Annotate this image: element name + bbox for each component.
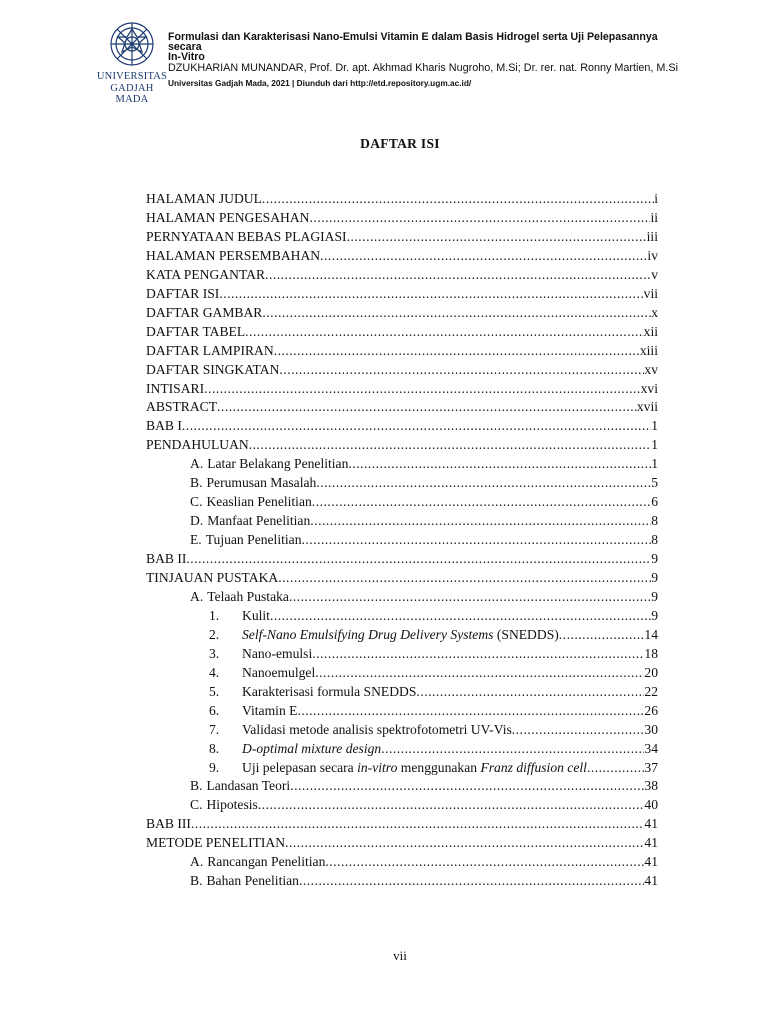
toc-entry-label (146, 814, 191, 833)
toc-entry-label (206, 795, 257, 814)
toc-entry-label-text: ABSTRACT (146, 399, 218, 415)
toc-entry-label-text: DAFTAR LAMPIRAN (146, 342, 274, 358)
toc-entry-page: xiii (639, 342, 658, 358)
toc-entry-label (146, 208, 310, 227)
toc-dot-leader (381, 739, 644, 758)
toc-entry-label-text: Kulit (242, 607, 270, 623)
toc-entry-page: 40 (644, 797, 658, 813)
toc-entry[interactable] (146, 189, 658, 208)
toc-entry-label-text: Tujuan Penelitian (205, 532, 302, 548)
toc-entry[interactable] (146, 246, 658, 265)
toc-entry-number: A. (190, 456, 204, 472)
toc-entry[interactable] (209, 758, 658, 777)
toc-entry-page: v (651, 266, 658, 282)
toc-entry-label-suffix: (SNEDDS) (493, 626, 559, 642)
toc-entry-page: x (651, 304, 658, 320)
toc-entry-label (242, 682, 416, 701)
source-authors: DZUKHARIAN MUNANDAR, Prof. Dr. apt. Akhmad Kharis Nugroho, M.Si; Dr. rer. nat. Ronny Martien, M.Si (168, 62, 679, 74)
toc-entry-label-text: Nanoemulgel (242, 664, 316, 680)
toc-entry-number: B. (190, 873, 203, 889)
toc-entry[interactable] (146, 303, 658, 322)
toc-entry-number: B. (190, 778, 203, 794)
toc-entry-label-text: Validasi metode analisis spektrofotometri UV-Vis (242, 721, 512, 737)
toc-entry-label (242, 758, 587, 777)
toc-entry-page: ii (650, 209, 658, 225)
toc-entry[interactable] (146, 814, 658, 833)
toc-dot-leader (312, 644, 644, 663)
logo-text-universitas: UNIVERSITAS (96, 71, 168, 82)
toc-entry[interactable] (209, 720, 658, 739)
toc-entry-page: 14 (644, 626, 658, 642)
toc-dot-leader (191, 814, 644, 833)
toc-entry-number: 5. (209, 683, 220, 699)
toc-entry-page: 38 (644, 778, 658, 794)
toc-entry[interactable] (190, 454, 658, 473)
toc-entry-label (146, 568, 278, 587)
toc-entry-label (146, 435, 249, 454)
toc-entry-number: B. (190, 475, 203, 491)
toc-entry-label (242, 739, 381, 758)
toc-entry[interactable] (190, 587, 658, 606)
toc-entry-page: 5 (651, 475, 658, 491)
toc-entry-number: 7. (209, 721, 220, 737)
toc-dot-leader (310, 208, 651, 227)
toc-entry[interactable] (146, 284, 658, 303)
toc-entry-label (146, 189, 262, 208)
toc-entry-label-text: Rancangan Penelitian (207, 854, 326, 870)
toc-entry-label (242, 701, 297, 720)
toc-entry-label-text: HALAMAN PENGESAHAN (146, 209, 310, 225)
source-title-line1: Formulasi dan Karakterisasi Nano-Emulsi Vitamin E dalam Basis Hidrogel serta Uji Pelepasannya (168, 31, 658, 43)
toc-entry-label-text: Latar Belakang Penelitian (207, 456, 349, 472)
toc-dot-leader (249, 435, 651, 454)
toc-entry-label (206, 530, 302, 549)
toc-dot-leader (348, 454, 651, 473)
page-title: DAFTAR ISI (360, 136, 440, 151)
toc-entry[interactable] (190, 852, 658, 871)
toc-entry-number: 1. (209, 607, 220, 623)
toc-entry-page: 9 (651, 607, 658, 623)
toc-entry[interactable] (146, 416, 658, 435)
toc-entry-label-text: TINJAUAN PUSTAKA (146, 570, 279, 585)
toc-entry[interactable] (146, 435, 658, 454)
toc-entry[interactable] (146, 360, 658, 379)
toc-entry-label-text: Karakterisasi formula SNEDDS (242, 683, 417, 699)
toc-entry-label-text: DAFTAR SINGKATAN (146, 361, 280, 377)
toc-entry-page: 9 (651, 570, 658, 585)
toc-entry-page: 1 (651, 456, 658, 472)
toc-entry-number: 8. (209, 740, 220, 756)
toc-entry-page: xvii (636, 399, 658, 415)
toc-dot-leader (262, 303, 651, 322)
toc-dot-leader (416, 682, 644, 701)
toc-dot-leader (559, 625, 645, 644)
toc-entry-number: 3. (209, 645, 220, 661)
toc-entry[interactable] (146, 227, 658, 246)
toc-entry[interactable] (209, 682, 658, 701)
toc-entry-number: D. (190, 513, 204, 529)
toc-entry-page: 18 (644, 645, 658, 661)
toc-entry-label-text: Landasan Teori (206, 778, 291, 794)
toc-entry[interactable] (209, 606, 658, 625)
toc-dot-leader (315, 663, 644, 682)
page-header (0, 0, 768, 105)
toc-dot-leader (265, 265, 651, 284)
toc-entry-number: A. (190, 588, 204, 604)
toc-entry-label-text: Hipotesis (206, 797, 258, 813)
toc-entry-label-text: Uji pelepasan secara (242, 759, 358, 775)
toc-entry-page: 41 (644, 873, 658, 889)
toc-entry-number: 2. (209, 626, 220, 642)
toc-entry[interactable] (209, 739, 658, 758)
toc-entry-label (207, 852, 325, 871)
toc-dot-leader (316, 473, 651, 492)
toc-entry[interactable] (190, 776, 658, 795)
toc-entry-page: 41 (644, 835, 658, 851)
toc-dot-leader (290, 776, 644, 795)
toc-entry-label (146, 341, 274, 360)
toc-entry-page: 41 (644, 816, 658, 832)
toc-entry-page: 41 (644, 854, 658, 870)
toc-entry-label-text: HALAMAN PERSEMBAHAN (146, 247, 321, 263)
toc-entry-label (146, 416, 182, 435)
toc-entry-label-italic: in-vitro (357, 759, 398, 775)
toc-dot-leader (274, 341, 640, 360)
toc-entry-label (146, 360, 279, 379)
toc-dot-leader (285, 833, 644, 852)
toc-entry-number: E. (190, 532, 202, 548)
page-number: vii (393, 948, 407, 963)
toc-entry[interactable] (146, 208, 658, 227)
ugm-seal-icon (104, 20, 160, 70)
toc-entry-page: 9 (651, 588, 658, 604)
source-title-line2: secara (168, 41, 202, 53)
toc-entry[interactable] (146, 568, 658, 587)
toc-entry-label (207, 587, 289, 606)
toc-entry-label-italic: D-optimal mixture design (242, 740, 382, 756)
toc-entry-label (146, 284, 219, 303)
toc-entry-page: 1 (651, 437, 658, 453)
toc-entry-label-text: BAB I (146, 418, 182, 434)
toc-entry[interactable] (146, 397, 658, 416)
toc-dot-leader (245, 322, 643, 341)
toc-entry[interactable] (146, 379, 658, 398)
toc-entry-label-text: BAB III (146, 816, 191, 832)
toc-entry-label (146, 379, 204, 398)
toc-entry-label (146, 397, 217, 416)
toc-dot-leader (217, 397, 637, 416)
toc-entry-label-text: INTISARI (146, 380, 205, 396)
toc-entry-page: 26 (644, 702, 658, 718)
toc-dot-leader (186, 549, 651, 568)
toc-entry-label (242, 606, 270, 625)
document-source-title (168, 32, 728, 62)
toc-entry-label (206, 492, 311, 511)
toc-entry-label-text: HALAMAN JUDUL (146, 191, 262, 206)
toc-entry[interactable] (209, 625, 658, 644)
toc-entry-page: 6 (651, 494, 658, 510)
toc-entry-label-text: Keaslian Penelitian (206, 494, 312, 510)
toc-entry-page: iv (647, 247, 658, 263)
toc-entry-page: vii (643, 285, 658, 301)
toc-dot-leader (312, 492, 651, 511)
toc-entry-label-text: BAB II (146, 551, 187, 567)
toc-entry-label-text: KATA PENGANTAR (146, 266, 266, 282)
toc-entry-label (146, 303, 262, 322)
toc-entry-label-suffix: menggunakan (397, 759, 481, 775)
toc-entry-label-text: Perumusan Masalah (206, 475, 317, 491)
toc-entry-page: 8 (651, 513, 658, 529)
source-title-line3: In-Vitro (168, 51, 205, 63)
toc-entry-label (206, 473, 316, 492)
toc-dot-leader (270, 606, 651, 625)
toc-entry-number: 6. (209, 702, 220, 718)
toc-entry-label (206, 871, 299, 890)
toc-entry-label (207, 511, 310, 530)
toc-entry[interactable] (190, 473, 658, 492)
toc-entry-label (206, 776, 290, 795)
toc-entry-page: 37 (644, 759, 658, 775)
toc-entry-label-text: Manfaat Penelitian (207, 513, 311, 529)
toc-entry[interactable] (190, 871, 658, 890)
toc-dot-leader (258, 795, 645, 814)
toc-dot-leader (310, 511, 651, 530)
toc-entry-label-italic: Self-Nano Emulsifying Drug Delivery Systems (242, 626, 494, 642)
toc-entry-number: 4. (209, 664, 220, 680)
toc-entry[interactable] (146, 833, 658, 852)
toc-entry-label (146, 265, 265, 284)
toc-entry-label (146, 549, 186, 568)
toc-entry-page: iii (646, 228, 658, 244)
toc-entry[interactable] (190, 492, 658, 511)
toc-entry-page: 34 (644, 740, 658, 756)
toc-dot-leader (299, 871, 644, 890)
toc-entry-label (242, 625, 559, 644)
toc-entry-label (207, 454, 348, 473)
toc-entry[interactable] (146, 322, 658, 341)
toc-entry-label-text: DAFTAR ISI (146, 285, 220, 301)
toc-entry-number: 9. (209, 759, 220, 775)
toc-dot-leader (289, 587, 651, 606)
toc-entry-label-text: DAFTAR GAMBAR (146, 304, 263, 320)
toc-dot-leader (587, 758, 644, 777)
toc-entry[interactable] (190, 530, 658, 549)
toc-entry-page: 30 (644, 721, 658, 737)
toc-entry[interactable] (209, 701, 658, 720)
toc-entry[interactable] (190, 511, 658, 530)
toc-entry-page: 8 (651, 532, 658, 548)
toc-dot-leader (302, 530, 652, 549)
toc-entry-page: 9 (651, 551, 658, 567)
toc-entry-number: C. (190, 797, 203, 813)
toc-dot-leader (279, 360, 644, 379)
toc-entry-label (242, 644, 312, 663)
toc-entry-label-text: METODE PENELITIAN (146, 835, 286, 851)
toc-entry-label (242, 720, 512, 739)
logo-text-gadjah-mada: GADJAH MADA (110, 83, 154, 105)
toc-entry-number: C. (190, 494, 203, 510)
toc-entry-label (146, 227, 347, 246)
toc-entry-page: xv (644, 361, 658, 377)
toc-entry-label-text: Bahan Penelitian (206, 873, 299, 889)
toc-entry[interactable] (146, 341, 658, 360)
toc-dot-leader (219, 284, 643, 303)
toc-dot-leader (347, 227, 647, 246)
toc-entry-page: 1 (651, 418, 658, 434)
toc-entry[interactable] (209, 644, 658, 663)
toc-dot-leader (182, 416, 651, 435)
toc-entry-number: A. (190, 854, 204, 870)
toc-entry-label (146, 322, 245, 341)
toc-entry[interactable] (146, 549, 658, 568)
toc-entry-label-text: Nano-emulsi (242, 645, 313, 661)
toc-entry-label-text: PENDAHULUAN (146, 437, 249, 453)
toc-entry-page: 22 (644, 683, 658, 699)
toc-entry-label (146, 833, 285, 852)
toc-dot-leader (278, 568, 651, 587)
toc-entry-page: 20 (644, 664, 658, 680)
toc-dot-leader (297, 701, 644, 720)
toc-entry-page: i (654, 191, 658, 206)
toc-entry[interactable] (209, 663, 658, 682)
toc-entry-label-text: PERNYATAAN BEBAS PLAGIASI (146, 228, 347, 244)
toc-entry-label-text: Telaah Pustaka (207, 588, 289, 604)
toc-entry[interactable] (146, 265, 658, 284)
toc-entry-label-italic: Franz diffusion cell (480, 759, 587, 775)
toc-dot-leader (262, 189, 654, 208)
toc-entry[interactable] (190, 795, 658, 814)
toc-dot-leader (204, 379, 640, 398)
toc-entry-page: xii (643, 323, 658, 339)
toc-entry-page: xvi (640, 380, 658, 396)
toc-dot-leader (325, 852, 644, 871)
toc-entry-label (242, 663, 315, 682)
toc-entry-label (146, 246, 320, 265)
toc-dot-leader (512, 720, 645, 739)
toc-entry-label-text: DAFTAR TABEL (146, 323, 246, 339)
toc-dot-leader (320, 246, 647, 265)
university-logo (96, 20, 168, 105)
toc-entry-label-text: Vitamin E (242, 702, 298, 718)
source-university-link[interactable]: Universitas Gadjah Mada, 2021 | Diunduh dari http://etd.repository.ugm.ac.id/ (168, 78, 472, 88)
